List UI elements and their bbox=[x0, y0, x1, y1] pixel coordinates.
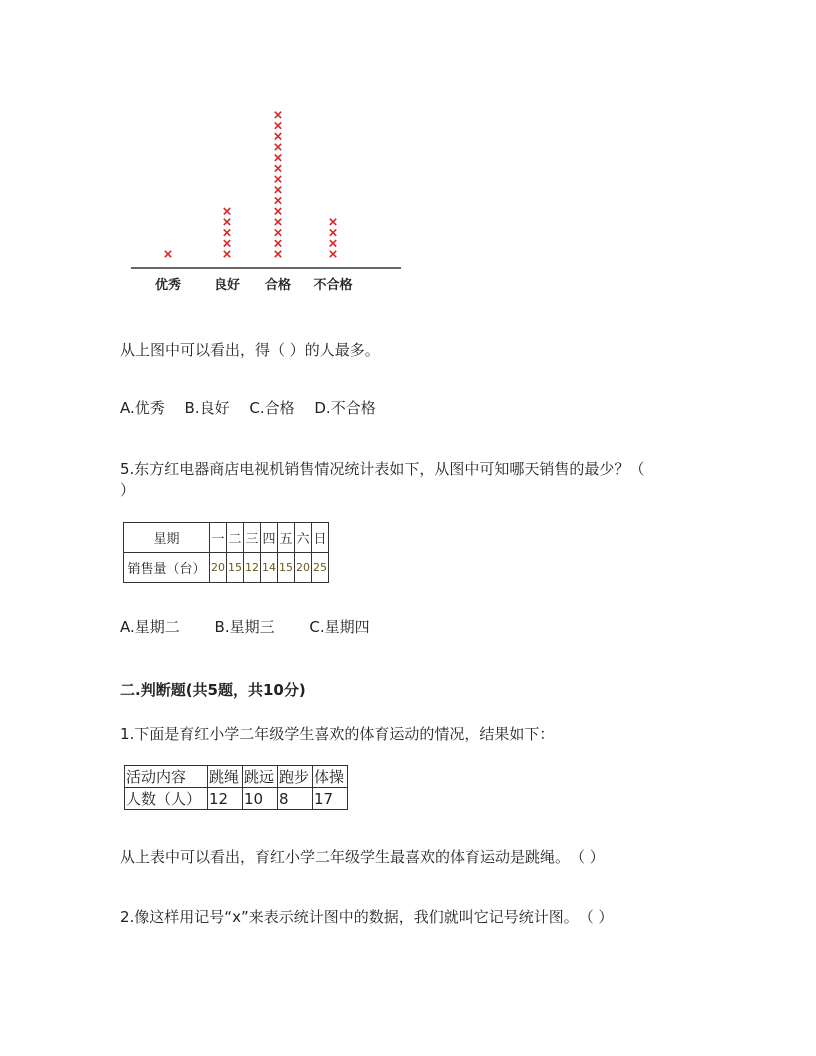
tally-mark bbox=[275, 240, 281, 246]
q4-question: 从上图中可以看出，得（ ）的人最多。 bbox=[120, 341, 380, 359]
day-cell: 日 bbox=[312, 523, 329, 553]
j1-text: 1.下面是育红小学二年级学生喜欢的体育运动的情况，结果如下： bbox=[120, 725, 555, 743]
tally-mark bbox=[275, 165, 281, 171]
j2-statement: 2.像这样用记号“x”来表示统计图中的数据，我们就叫它记号统计图。 （ ） bbox=[120, 908, 614, 926]
tally-mark bbox=[275, 155, 281, 161]
value-cell: 12 bbox=[244, 553, 261, 583]
category-label: 不合格 bbox=[313, 278, 353, 293]
category-label: 合格 bbox=[264, 278, 292, 293]
q5-question-line2: ） bbox=[120, 481, 136, 499]
value-cell: 10 bbox=[243, 788, 278, 810]
tally-mark bbox=[275, 208, 281, 214]
tally-mark bbox=[275, 197, 281, 203]
value-cell: 8 bbox=[278, 788, 313, 810]
tally-mark bbox=[224, 240, 230, 246]
tally-mark bbox=[275, 122, 281, 128]
tally-mark bbox=[275, 112, 281, 118]
tally-mark bbox=[275, 187, 281, 193]
tally-mark bbox=[224, 251, 230, 257]
value-cell: 15 bbox=[278, 553, 295, 583]
tally-mark bbox=[224, 219, 230, 225]
day-cell: 三 bbox=[244, 523, 261, 553]
q4-options: A.优秀 B.良好 C.合格 D.不合格 bbox=[120, 399, 376, 417]
activity-table bbox=[124, 765, 348, 810]
category-label: 优秀 bbox=[154, 278, 182, 293]
table-row bbox=[125, 788, 348, 810]
value-cell: 15 bbox=[227, 553, 244, 583]
value-cell: 17 bbox=[313, 788, 348, 810]
day-cell: 二 bbox=[227, 523, 244, 553]
tally-mark bbox=[330, 240, 336, 246]
q5-options: A.星期二 B.星期三 C.星期四 bbox=[120, 618, 370, 636]
value-cell: 12 bbox=[208, 788, 243, 810]
day-cell: 六 bbox=[295, 523, 312, 553]
tally-mark bbox=[275, 251, 281, 257]
day-cell: 五 bbox=[278, 523, 295, 553]
table-row bbox=[124, 523, 329, 553]
j1-statement: 从上表中可以看出，育红小学二年级学生最喜欢的体育运动是跳绳。 （ ） bbox=[120, 848, 605, 866]
value-cell: 25 bbox=[312, 553, 329, 583]
section-title: 二.判断题(共5题，共10分) bbox=[120, 681, 306, 699]
tally-chart bbox=[0, 0, 816, 320]
table-row bbox=[124, 553, 329, 583]
tally-mark bbox=[224, 229, 230, 235]
tally-mark bbox=[224, 208, 230, 214]
day-cell: 一 bbox=[210, 523, 227, 553]
tally-mark bbox=[330, 251, 336, 257]
activity-cell: 跳绳 bbox=[208, 766, 243, 788]
sales-table bbox=[123, 522, 329, 583]
activity-cell: 跑步 bbox=[278, 766, 313, 788]
tally-mark bbox=[275, 144, 281, 150]
tally-mark bbox=[275, 229, 281, 235]
tally-mark bbox=[275, 176, 281, 182]
tally-mark bbox=[165, 251, 171, 257]
header-cell: 星期 bbox=[124, 523, 210, 553]
tally-mark bbox=[330, 219, 336, 225]
value-cell: 14 bbox=[261, 553, 278, 583]
day-cell: 四 bbox=[261, 523, 278, 553]
row-label-cell: 销售量（台） bbox=[124, 553, 210, 583]
tally-mark bbox=[275, 219, 281, 225]
activity-cell: 跳远 bbox=[243, 766, 278, 788]
activity-cell: 体操 bbox=[313, 766, 348, 788]
q5-question-line1: 5.东方红电器商店电视机销售情况统计表如下，从图中可知哪天销售的最少？（ bbox=[120, 460, 645, 478]
category-label: 良好 bbox=[213, 278, 241, 293]
value-cell: 20 bbox=[210, 553, 227, 583]
table-row bbox=[125, 766, 348, 788]
tally-mark bbox=[275, 133, 281, 139]
header-cell: 活动内容 bbox=[125, 766, 208, 788]
value-cell: 20 bbox=[295, 553, 312, 583]
row-label-cell: 人数（人） bbox=[125, 788, 208, 810]
tally-mark bbox=[330, 229, 336, 235]
